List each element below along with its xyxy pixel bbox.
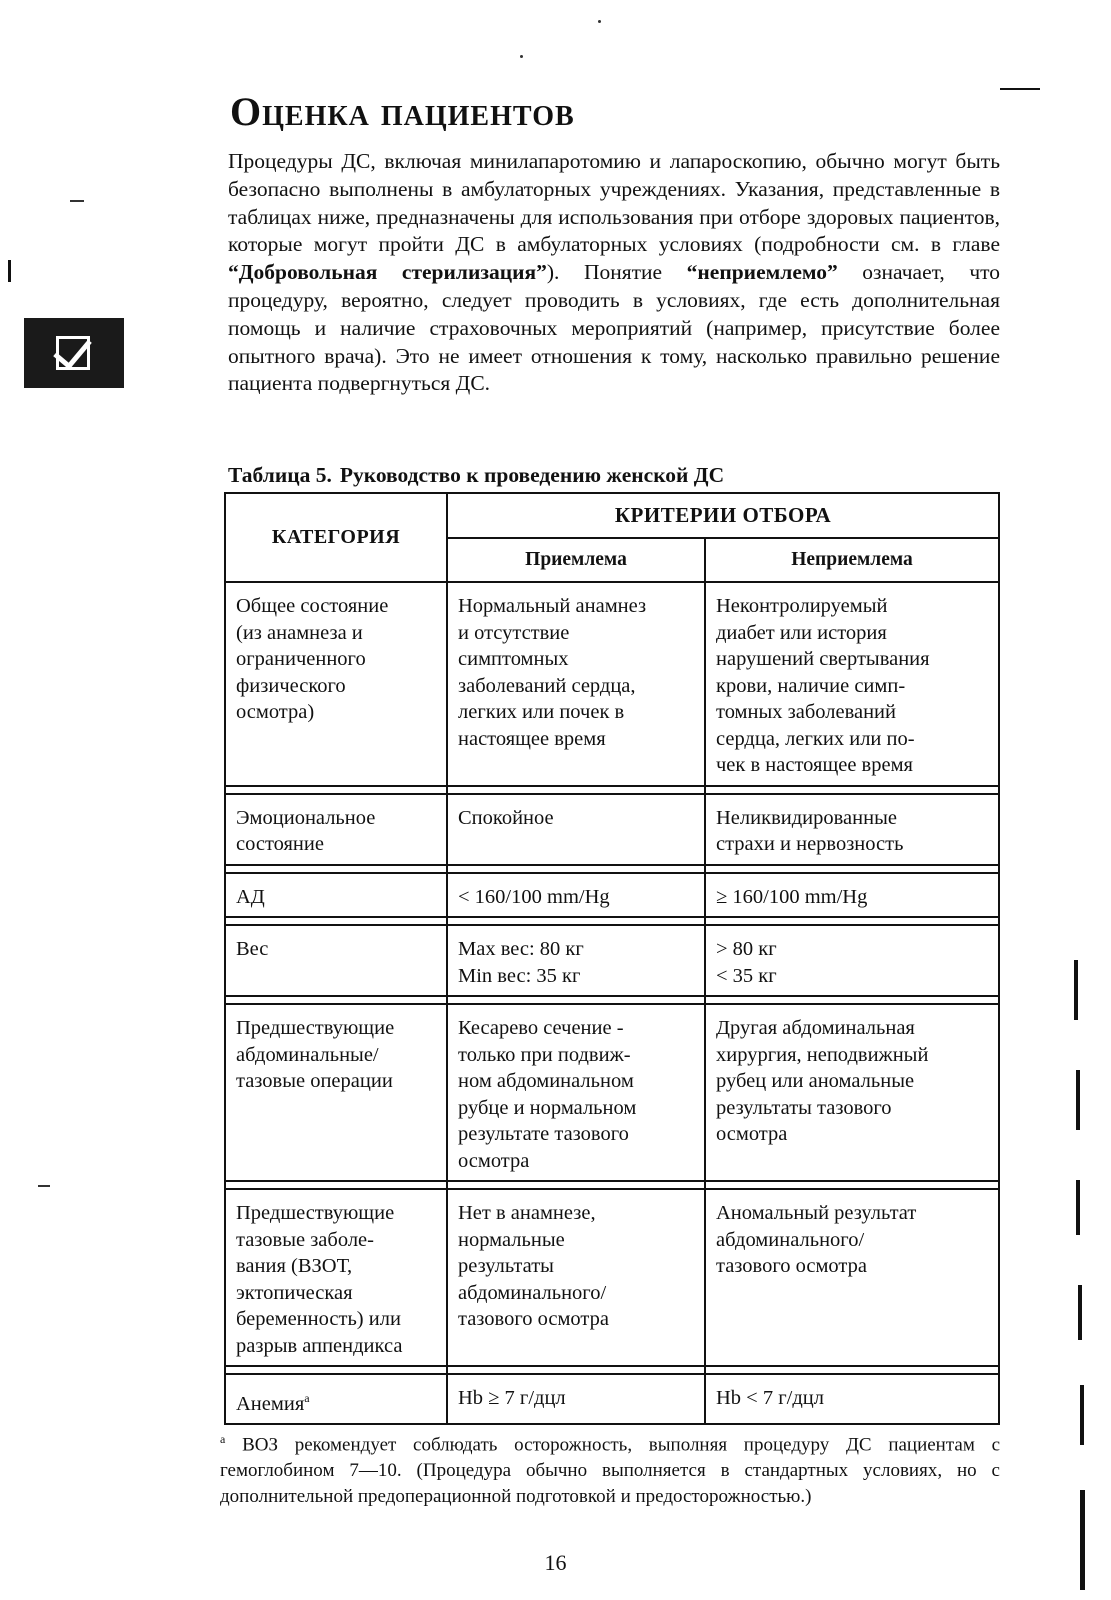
separator-cell	[705, 1366, 999, 1374]
category-cell-text: Общее состояние (из анамнеза и ограниченного физического осмотра)	[236, 595, 389, 723]
table-body	[225, 582, 999, 1424]
table-row	[225, 1004, 999, 1181]
acceptable-cell	[447, 925, 705, 996]
category-cell	[225, 1374, 447, 1424]
unacceptable-cell-text: > 80 кг < 35 кг	[716, 938, 777, 987]
row-separator	[225, 1181, 999, 1189]
scan-edge-mark	[8, 260, 11, 282]
category-cell	[225, 925, 447, 996]
category-cell	[225, 1004, 447, 1181]
acceptable-cell-text: < 160/100 mm/Hg	[458, 885, 610, 908]
acceptable-cell-text: Кесарево сечение - только при подвиж- ном абдоминальном рубце и нормальном результате тазового осмотра	[458, 1017, 637, 1172]
separator-cell	[447, 865, 705, 873]
table-row	[225, 582, 999, 786]
separator-cell	[705, 786, 999, 794]
row-separator	[225, 786, 999, 794]
footnote	[220, 1426, 1000, 1510]
unacceptable-cell-text: Неликвидированные страхи и нервозность	[716, 806, 904, 855]
table-row	[225, 794, 999, 865]
separator-cell	[225, 865, 447, 873]
acceptable-cell	[447, 1189, 705, 1366]
scan-edge-mark	[1076, 1070, 1080, 1130]
unacceptable-cell-text: Hb < 7 г/дцл	[716, 1387, 824, 1409]
selection-criteria-table	[224, 492, 1000, 1425]
scan-speck	[598, 20, 601, 23]
scan-edge-mark	[1074, 960, 1078, 1020]
scan-edge-mark	[1078, 1285, 1082, 1340]
separator-cell	[705, 1181, 999, 1189]
category-cell	[225, 582, 447, 786]
header-category: КАТЕГОРИЯ	[225, 493, 447, 582]
acceptable-cell-text: Спокойное	[458, 806, 554, 829]
intro-text-1: Процедуры ДС, включая минилапаротомию и лапароскопию, обычно могут быть безопасно выполнены в амбулаторных учреждениях. Указания, представленные в таблицах ниже, предназначены для использования при отборе здоровых пациентов, которые могут пройти ДС в амбулаторных условиях (подробности см. в главе	[228, 149, 1000, 257]
footnote-text: ВОЗ рекомендует соблюдать осторожность, выполняя процедуру ДС пациентам с гемоглобином 7—10. (Процедура обычно выполняется в стандартных условиях, но с дополнительной предоперационной подготовкой и предосторожностью.)	[220, 1434, 1001, 1508]
unacceptable-cell	[705, 873, 999, 918]
separator-cell	[225, 917, 447, 925]
category-cell-text: Анемия	[236, 1392, 305, 1415]
acceptable-cell-text: Hb ≥ 7 г/дцл	[458, 1387, 566, 1409]
separator-cell	[225, 1181, 447, 1189]
acceptable-cell	[447, 1004, 705, 1181]
row-separator	[225, 1366, 999, 1374]
separator-cell	[447, 786, 705, 794]
unacceptable-cell-text: ≥ 160/100 mm/Hg	[716, 885, 868, 908]
separator-cell	[447, 917, 705, 925]
separator-cell	[225, 1366, 447, 1374]
category-cell-text: Эмоциональное состояние	[236, 806, 376, 855]
scan-speck	[70, 200, 84, 202]
footnote-mark: a	[220, 1432, 226, 1446]
page-title: Оценка пациентов	[230, 89, 575, 134]
category-cell-text: АД	[236, 885, 265, 908]
term-unacceptable: “неприемлемо”	[686, 260, 838, 285]
separator-cell	[447, 1366, 705, 1374]
category-cell-text: Предшествующие тазовые заболе- вания (ВЗОТ, эктопическая беременность) или разрыв аппендикса	[236, 1202, 403, 1357]
category-cell-text: Предшествующие абдоминальные/ тазовые операции	[236, 1017, 395, 1092]
table-row	[225, 925, 999, 996]
category-cell	[225, 873, 447, 918]
scan-edge-mark	[1000, 88, 1040, 90]
page-number: 16	[544, 1550, 567, 1575]
unacceptable-cell	[705, 1004, 999, 1181]
row-separator	[225, 865, 999, 873]
table-row	[225, 1189, 999, 1366]
table-row	[225, 873, 999, 918]
scan-edge-mark	[1080, 1385, 1084, 1445]
acceptable-cell	[447, 1374, 705, 1424]
separator-cell	[447, 1181, 705, 1189]
category-cell	[225, 1189, 447, 1366]
unacceptable-cell	[705, 925, 999, 996]
scan-edge-mark	[1080, 1490, 1085, 1590]
unacceptable-cell	[705, 794, 999, 865]
table-caption	[228, 463, 724, 488]
unacceptable-cell-text: Неконтролируемый диабет или история нарушений свертывания крови, наличие симп- томных заболеваний сердца, легких или по- чек в настоящее время	[716, 595, 930, 776]
row-separator	[225, 917, 999, 925]
chapter-reference: “Добровольная стерилизация”	[228, 260, 547, 285]
unacceptable-cell-text: Другая абдоминальная хирургия, неподвижный рубец или аномальные результаты тазового осмотра	[716, 1017, 929, 1145]
table-row	[225, 1374, 999, 1424]
scan-speck	[38, 1185, 50, 1187]
separator-cell	[225, 996, 447, 1004]
intro-paragraph	[228, 148, 1000, 398]
unacceptable-cell	[705, 582, 999, 786]
header-criteria: КРИТЕРИИ ОТБОРА	[447, 493, 999, 538]
acceptable-cell-text: Нормальный анамнез и отсутствие симптомных заболеваний сердца, легких или почек в настоящее время	[458, 595, 647, 750]
row-separator	[225, 996, 999, 1004]
header-acceptable: Приемлема	[447, 538, 705, 583]
unacceptable-cell	[705, 1374, 999, 1424]
acceptable-cell-text: Max вес: 80 кг Min вес: 35 кг	[458, 938, 584, 987]
table-caption-title: Руководство к проведению женской ДС	[339, 463, 725, 487]
header-unacceptable: Неприемлема	[705, 538, 999, 583]
acceptable-cell	[447, 794, 705, 865]
separator-cell	[705, 865, 999, 873]
acceptable-cell-text: Нет в анамнезе, нормальные результаты абдоминального/ тазового осмотра	[458, 1202, 609, 1330]
checkbox-check-icon	[24, 318, 124, 388]
separator-cell	[705, 917, 999, 925]
separator-cell	[447, 996, 705, 1004]
unacceptable-cell-text: Аномальный результат абдоминального/ тазового осмотра	[716, 1202, 917, 1277]
unacceptable-cell	[705, 1189, 999, 1366]
table-caption-label: Таблица 5.	[228, 463, 332, 487]
acceptable-cell	[447, 873, 705, 918]
acceptable-cell	[447, 582, 705, 786]
category-cell	[225, 794, 447, 865]
scan-speck	[520, 55, 523, 58]
intro-text-3: означает, что процедуру, вероятно, следует проводить в условиях, где есть дополнительная помощь и наличие страховочных мероприятий (например, присутствие более опытного врача). Это не имеет отношения к тому, насколько правильно решение пациента подвергнуться ДС.	[228, 260, 1000, 396]
scan-edge-mark	[1076, 1180, 1080, 1235]
intro-text-2: ). Понятие	[546, 260, 687, 285]
separator-cell	[225, 786, 447, 794]
separator-cell	[705, 996, 999, 1004]
footnote-reference: a	[304, 1391, 310, 1405]
category-cell-text: Вес	[236, 938, 269, 960]
table-header-row	[225, 493, 999, 538]
